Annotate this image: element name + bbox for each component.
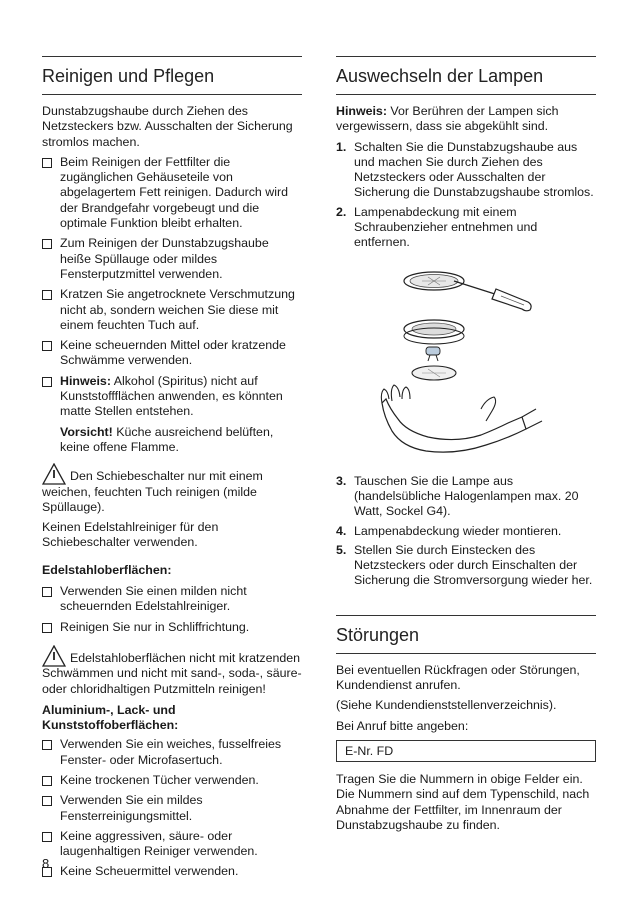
step-text: Lampenabdeckung wieder montieren.	[354, 523, 562, 538]
step-item	[336, 474, 596, 520]
heading-rule-bottom	[42, 94, 302, 95]
list-item	[42, 374, 302, 420]
right-column	[336, 56, 596, 838]
hand-drawing	[381, 385, 542, 452]
checkbox-icon	[42, 587, 52, 597]
list-item-text: Reinigen Sie nur in Schliffrichtung.	[60, 619, 250, 634]
heading-rule-bottom	[336, 94, 596, 95]
glass-cover-drawing	[412, 366, 456, 380]
screwdriver-drawing	[454, 281, 531, 311]
hinweis-label: Hinweis:	[60, 373, 111, 388]
aluminium-list	[42, 737, 302, 879]
list-item	[42, 773, 302, 788]
heading-rule-bottom	[336, 653, 596, 654]
list-item-text: Beim Reinigen der Fettfilter die zugänglichen Gehäuseteile von abgelagertem Fett reinigen. Dadurch wird der Brandgefahr vorgebeugt und die optimale Funktion bleibt erhalten.	[60, 154, 288, 231]
list-item	[42, 793, 302, 824]
vorsicht-label: Vorsicht!	[60, 424, 113, 439]
faults-text: Bei eventuellen Rückfragen oder Störungen, Kundendienst anrufen.	[336, 662, 580, 693]
step-text: Stellen Sie durch Einstecken des Netzsteckers oder durch Einschalten der Sicherung die Stromversorgung wieder her.	[354, 542, 593, 588]
hinweis-text: Alkohol (Spiritus) nicht auf Kunststoffflächen anwenden, es könnten matte Stellen entstehen.	[60, 373, 283, 419]
faults-text: (Siehe Kundendienststellenverzeichnis).	[336, 698, 557, 713]
faults-text: Tragen Sie die Nummern in obige Felder ein. Die Nummern sind auf dem Typenschild, nach Abnahme der Fettfilter, im Innenraum der Dunstabzugshaube zu finden.	[336, 771, 590, 832]
step-number: 3.	[336, 473, 347, 488]
step-item	[336, 205, 596, 251]
subheading-stainless: Edelstahloberflächen:	[42, 562, 172, 577]
step-text: Schalten Sie die Dunstabzugshaube aus und machen Sie durch Ziehen des Netzsteckers oder Ausschalten der Sicherung die Dunstabzugshaube stromlos.	[354, 139, 594, 200]
warning-icon	[42, 645, 66, 667]
list-item	[42, 737, 302, 768]
warning-icon	[42, 463, 66, 485]
lamp-replacement-illustration	[336, 259, 596, 464]
section-heading-faults: Störungen	[336, 624, 420, 645]
lamp-steps-b	[336, 474, 596, 589]
list-item	[42, 236, 302, 282]
list-item	[42, 584, 302, 615]
list-item-text: Kratzen Sie angetrocknete Verschmutzung nicht ab, sondern weichen Sie diese mit einem feuchten Tuch auf.	[60, 287, 295, 332]
step-number: 1.	[336, 139, 347, 154]
checkbox-icon	[42, 377, 52, 387]
vorsicht-text: Küche ausreichend belüften, keine offene Flamme.	[60, 424, 274, 454]
left-column	[42, 56, 302, 885]
warning-stainless	[42, 651, 302, 697]
intro-text: Dunstabzugshaube durch Ziehen des Netzsteckers bzw. Ausschalten der Sicherung stromlos machen.	[42, 104, 293, 149]
list-item	[42, 829, 302, 860]
list-item-text: Keine scheuernden Mittel oder kratzende Schwämme verwenden.	[60, 338, 286, 368]
section-heading-lamps: Auswechseln der Lampen	[336, 66, 544, 86]
heading-rule-top	[42, 56, 302, 57]
checkbox-icon	[42, 832, 52, 842]
step-text: Tauschen Sie die Lampe aus (handelsübliche Halogenlampen max. 20 Watt, Sockel G4).	[354, 473, 579, 519]
warning-followup: Keinen Edelstahlreiniger für den Schiebeschalter verwenden.	[42, 520, 219, 550]
list-item-text: Verwenden Sie ein weiches, fusselfreies Fenster- oder Microfasertuch.	[60, 737, 282, 767]
step-number: 4.	[336, 523, 347, 538]
heading-rule-top	[336, 56, 596, 57]
lamp-hinweis	[336, 104, 596, 135]
checkbox-icon	[42, 158, 52, 168]
list-item-text: Zum Reinigen der Dunstabzugshaube heiße Spüllauge oder mildes Fensterputzmittel verwenden.	[60, 236, 269, 281]
checkbox-icon	[42, 740, 52, 750]
subheading-aluminium: Aluminium-, Lack- und Kunststoffoberflächen:	[42, 702, 179, 733]
step-text: Lampenabdeckung mit einem Schraubenzieher entnehmen und entfernen.	[354, 204, 538, 250]
list-item	[42, 620, 302, 635]
halogen-lamp-drawing	[426, 347, 440, 361]
step-number: 2.	[336, 204, 347, 219]
checkbox-icon	[42, 623, 52, 633]
page-number: 8	[42, 856, 50, 871]
heading-rule-top	[336, 615, 596, 616]
section-heading-cleaning: Reinigen und Pflegen	[42, 66, 215, 86]
list-item	[42, 864, 302, 879]
list-item	[42, 287, 302, 333]
step-item	[336, 543, 596, 589]
checkbox-icon	[42, 341, 52, 351]
cleaning-list	[42, 155, 302, 420]
hinweis-text: Vor Berühren der Lampen sich vergewissern, dass sie abgekühlt sind.	[336, 104, 559, 134]
lamp-steps-a	[336, 140, 596, 251]
list-item-text: Verwenden Sie ein mildes Fensterreinigungsmittel.	[60, 793, 203, 823]
checkbox-icon	[42, 239, 52, 249]
warning-text: Den Schiebeschalter nur mit einem weichen, feuchten Tuch reinigen (milde Spüllauge).	[42, 469, 263, 514]
enr-field: E-Nr. FD	[336, 740, 596, 762]
checkbox-icon	[42, 290, 52, 300]
warning-text: Edelstahloberflächen nicht mit kratzenden Schwämmen und nicht mit sand-, soda-, säure- oder chloridhaltigen Putzmitteln reinigen!	[42, 650, 302, 696]
checkbox-icon	[42, 796, 52, 806]
lamp-holder-drawing	[404, 320, 464, 344]
list-item-text: Keine Scheuermittel verwenden.	[60, 864, 239, 879]
step-number: 5.	[336, 542, 347, 557]
warning-switch	[42, 469, 302, 515]
list-item-text: Verwenden Sie einen milden nicht scheuernden Edelstahlreiniger.	[60, 584, 247, 614]
vorsicht-note	[42, 425, 302, 456]
step-item	[336, 524, 596, 539]
checkbox-icon	[42, 776, 52, 786]
list-item-text: Keine aggressiven, säure- oder laugenhaltigen Reiniger verwenden.	[60, 828, 258, 859]
faults-text: Bei Anruf bitte angeben:	[336, 718, 469, 733]
step-item	[336, 140, 596, 201]
stainless-list	[42, 584, 302, 635]
hinweis-label: Hinweis:	[336, 104, 387, 118]
list-item	[42, 338, 302, 369]
list-item-text: Keine trockenen Tücher verwenden.	[60, 772, 259, 787]
list-item	[42, 155, 302, 231]
